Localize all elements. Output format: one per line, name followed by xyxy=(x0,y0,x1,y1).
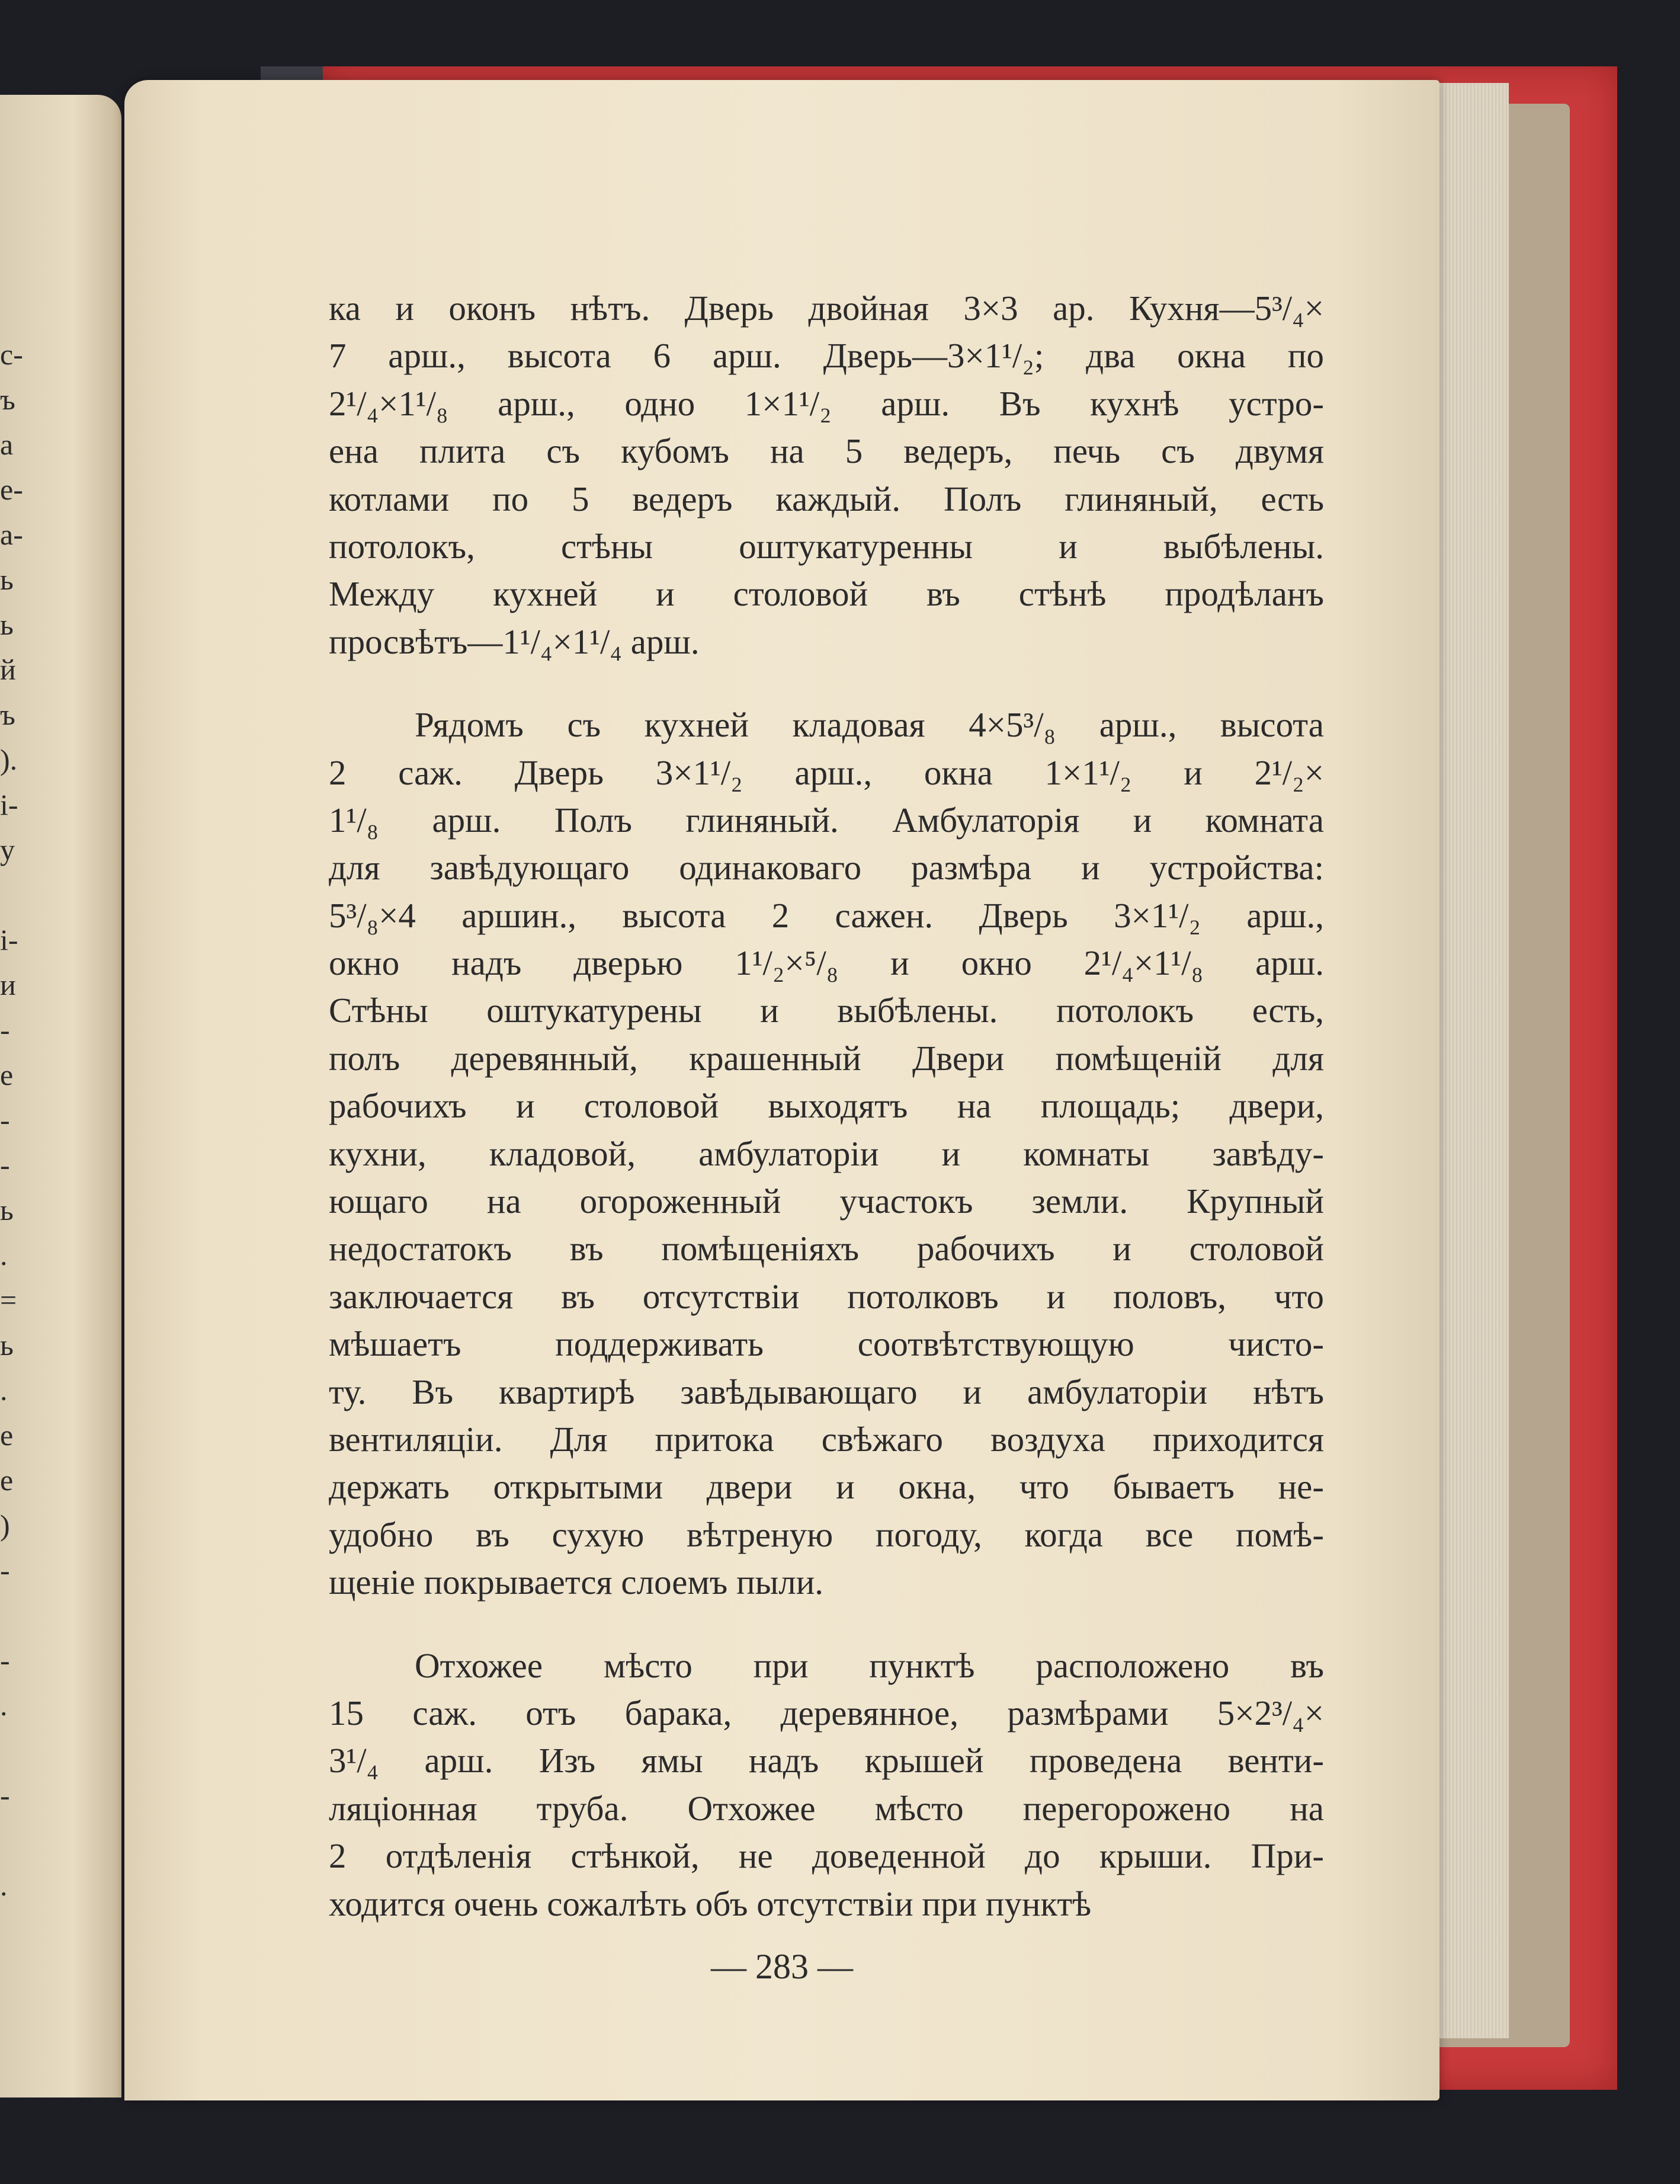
text-line: 15 саж. отъ барака, деревянное, размѣрами 5×2³/₄× xyxy=(329,1693,1324,1733)
text-line: удобно въ сухую вѣтреную погоду, когда все помѣ- xyxy=(329,1514,1324,1554)
text-line: потолокъ, стѣны оштукатуренны и выбѣлены. xyxy=(329,526,1324,566)
left-page-fragment: ь xyxy=(0,1328,14,1362)
text-line: ка и оконъ нѣтъ. Дверь двойная 3×3 ар. Кухня—5³/₄× xyxy=(329,289,1324,328)
paragraph xyxy=(329,1642,1324,1927)
left-page-fragment: . xyxy=(0,1373,8,1407)
book-page xyxy=(124,80,1439,2100)
left-page-text-fragments xyxy=(0,332,24,1953)
left-page-fragment xyxy=(0,872,24,917)
left-page-fragment: с- xyxy=(0,338,23,371)
text-line: вентиляціи. Для притока свѣжаго воздуха приходится xyxy=(329,1419,1324,1459)
text-line: 5³/₈×4 аршин., высота 2 сажен. Дверь 3×1¹/₂ арш., xyxy=(329,895,1324,935)
text-line: котлами по 5 ведеръ каждый. Полъ глиняный, есть xyxy=(329,479,1324,518)
left-page-fragment xyxy=(0,1593,24,1638)
text-line: полъ деревянный, крашенный Двери помѣщеній для xyxy=(329,1038,1324,1078)
left-page-fragment xyxy=(0,1728,24,1773)
left-page-fragment: а- xyxy=(0,518,23,551)
text-line: окно надъ дверью 1¹/₂×⁵/₈ и окно 2¹/₄×1¹/₈ арш. xyxy=(329,943,1324,983)
left-facing-page xyxy=(0,95,121,2097)
text-line: щеніе покрывается слоемъ пыли. xyxy=(329,1562,824,1602)
page-body-text xyxy=(329,284,1324,1927)
left-page-fragment: й xyxy=(0,653,16,686)
left-page-fragment: - xyxy=(0,1013,10,1046)
left-page-fragment: ъ xyxy=(0,698,15,731)
text-line: Между кухней и столовой въ стѣнѣ продѣланъ xyxy=(329,574,1324,614)
left-page-fragment xyxy=(0,1908,24,1953)
left-page-fragment: а xyxy=(0,428,14,461)
text-line: кухни, кладовой, амбулаторіи и комнаты завѣду- xyxy=(329,1133,1324,1173)
text-line: 2 отдѣленія стѣнкой, не доведенной до крыши. При- xyxy=(329,1836,1324,1876)
left-page-fragment: е xyxy=(0,1058,14,1091)
text-line: 3¹/₄ арш. Изъ ямы надъ крышей проведена венти- xyxy=(329,1741,1324,1780)
left-page-fragment: = xyxy=(0,1283,17,1317)
left-page-fragment: і- xyxy=(0,923,18,956)
text-line: ходится очень сожалѣть объ отсутствіи при пунктѣ xyxy=(329,1884,1092,1923)
text-line: Отхожее мѣсто при пунктѣ расположено въ xyxy=(415,1645,1324,1685)
left-page-fragment: е xyxy=(0,1464,14,1497)
left-page-fragment: ъ xyxy=(0,383,15,416)
paragraph-gap xyxy=(329,665,1324,701)
left-page-fragment xyxy=(0,1818,24,1863)
left-page-fragment: - xyxy=(0,1779,10,1812)
text-line: 7 арш., высота 6 арш. Дверь—3×1¹/₂; два окна по xyxy=(329,336,1324,376)
text-line: Стѣны оштукатурены и выбѣлены. потолокъ есть, xyxy=(329,991,1324,1030)
left-page-fragment: . xyxy=(0,1689,8,1722)
text-line: мѣшаетъ поддерживать соотвѣтствующую чисто- xyxy=(329,1324,1324,1364)
text-line: Рядомъ съ кухней кладовая 4×5³/₈ арш., высота xyxy=(415,705,1324,745)
text-line: 2¹/₄×1¹/₈ арш., одно 1×1¹/₂ арш. Въ кухнѣ устро- xyxy=(329,383,1324,423)
left-page-fragment: ь xyxy=(0,1193,14,1227)
paragraph xyxy=(329,284,1324,665)
left-page-fragment: и xyxy=(0,968,16,1001)
paragraph-gap xyxy=(329,1606,1324,1642)
left-page-fragment: і- xyxy=(0,788,18,821)
left-page-fragment: - xyxy=(0,1148,10,1181)
left-page-fragment: ) xyxy=(0,1509,10,1542)
left-page-fragment: . xyxy=(0,1869,8,1902)
left-page-fragment: у xyxy=(0,833,15,866)
page-number: — 283 — xyxy=(711,1947,853,1986)
left-page-fragment: е- xyxy=(0,473,23,506)
left-page-fragment: ь xyxy=(0,608,14,641)
left-page-fragment: . xyxy=(0,1238,8,1272)
left-page-fragment: - xyxy=(0,1554,10,1587)
left-page-fragment: е xyxy=(0,1418,14,1452)
left-page-fragment: - xyxy=(0,1644,10,1677)
text-line: недостатокъ въ помѣщеніяхъ рабочихъ и столовой xyxy=(329,1229,1324,1269)
text-line: ена плита съ кубомъ на 5 ведеръ, печь съ двумя xyxy=(329,431,1324,471)
text-line: ту. Въ квартирѣ завѣдывающаго и амбулаторіи нѣтъ xyxy=(329,1372,1324,1411)
left-page-fragment: ь xyxy=(0,563,14,596)
text-line: для завѣдующаго одинаковаго размѣра и устройства: xyxy=(329,848,1324,888)
left-page-fragment: ). xyxy=(0,743,18,776)
left-page-fragment: - xyxy=(0,1103,10,1136)
text-line: 2 саж. Дверь 3×1¹/₂ арш., окна 1×1¹/₂ и 2¹/₂× xyxy=(329,752,1324,792)
text-line: заключается въ отсутствіи потолковъ и половъ, что xyxy=(329,1276,1324,1316)
text-line: рабочихъ и столовой выходятъ на площадь; двери, xyxy=(329,1086,1324,1126)
text-line: просвѣтъ—1¹/₄×1¹/₄ арш. xyxy=(329,622,700,661)
text-line: ющаго на огороженный участокъ земли. Крупный xyxy=(329,1181,1324,1221)
text-line: ляціонная труба. Отхожее мѣсто перегорожено на xyxy=(329,1788,1324,1828)
text-line: держать открытыми двери и окна, что бываетъ не- xyxy=(329,1467,1324,1507)
text-line: 1¹/₈ арш. Полъ глиняный. Амбулаторія и комната xyxy=(329,800,1324,840)
paragraph xyxy=(329,701,1324,1606)
